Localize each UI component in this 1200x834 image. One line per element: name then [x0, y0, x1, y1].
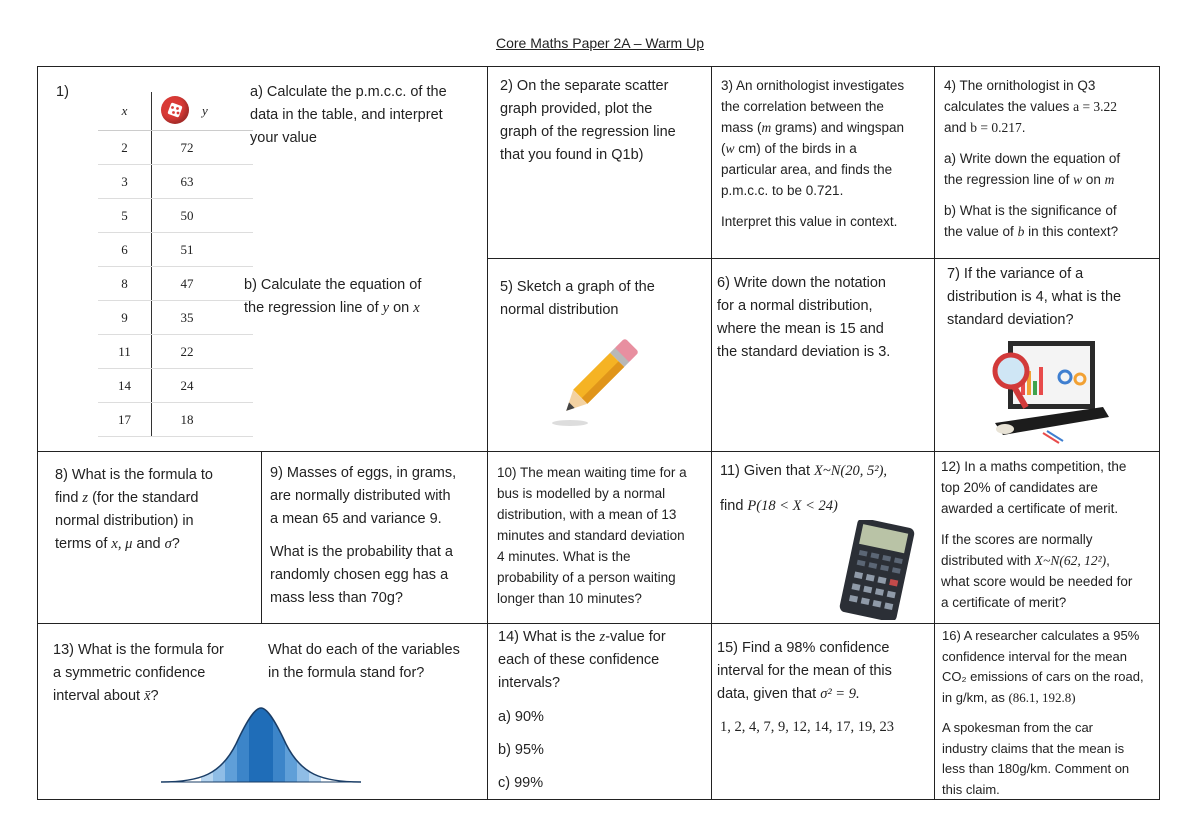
question-1	[38, 67, 488, 452]
question-2: 2) On the separate scatter graph provided, plot the graph of the regression line that you found in Q1b)	[488, 67, 712, 259]
page-title: Core Maths Paper 2A – Warm Up	[495, 35, 704, 51]
q1-part-a: a) Calculate the p.m.c.c. of the data in the table, and interpret your value	[250, 84, 447, 146]
question-4: 4) The ornithologist in Q3 calculates the values a = 3.22 and b = 0.217. a) Write down the equation of the regression line of w on m b) What is the significance of the value of b in this context?	[935, 67, 1159, 259]
table-header-row	[98, 92, 253, 131]
dice-icon	[161, 96, 189, 124]
data-table	[98, 92, 253, 437]
question-5: 5) Sketch a graph of the normal distribution	[488, 259, 712, 452]
question-10: 10) The mean waiting time for a bus is modelled by a normal distribution, with a mean of 13 minutes and standard deviation 4 minutes. What is the probability of a person waiting longer than 10 minutes?	[488, 452, 712, 624]
table-row: 11 22	[98, 335, 253, 369]
question-7: 7) If the variance of a distribution is 4, what is the standard deviation?	[935, 259, 1159, 452]
calculator-icon	[832, 520, 922, 620]
table-row: 2 72	[98, 131, 253, 165]
q1-number: 1)	[56, 84, 69, 100]
bell-curve-icon	[161, 704, 361, 784]
pencil-icon	[548, 329, 648, 429]
table-row: 6 51	[98, 233, 253, 267]
q1-part-b: b) Calculate the equation of the regression line of y on x	[244, 277, 422, 316]
question-12: 12) In a maths competition, the top 20% of candidates are awarded a certificate of merit. If the scores are normally distributed with X~N(62, 12²), what score would be needed for a certificate of merit?	[935, 452, 1159, 624]
table-row: 17 18	[98, 403, 253, 437]
table-row: 3 63	[98, 165, 253, 199]
question-6: 6) Write down the notation for a normal distribution, where the mean is 15 and the standard deviation is 3.	[712, 259, 935, 452]
table-row: 9 35	[98, 301, 253, 335]
table-row: 8 47	[98, 267, 253, 301]
y-header: y	[202, 103, 208, 118]
question-15: 15) Find a 98% confidence interval for the mean of this data, given that σ² = 9. 1, 2, 4, 7, 9, 12, 14, 17, 19, 23	[712, 624, 935, 799]
magnifier-laptop-icon	[983, 337, 1113, 449]
question-13: 13) What is the formula for a symmetric confidence interval about x̄? What do each of the variables in the formula stand for?	[38, 624, 488, 799]
question-9: 9) Masses of eggs, in grams, are normally distributed with a mean 65 and variance 9. What is the probability that a randomly chosen egg has a mass less than 70g?	[262, 452, 488, 624]
question-16: 16) A researcher calculates a 95% confidence interval for the mean CO₂ emissions of cars on the road, in g/km, as (86.1, 192.8) A spokesman from the car industry claims that the mean is less than 180g/km. Comment on this claim.	[942, 628, 1144, 797]
worksheet-grid	[37, 66, 1160, 800]
question-14: 14) What is the z-value for each of these confidence intervals? a) 90% b) 95% c) 99%	[488, 624, 712, 799]
table-row: 5 50	[98, 199, 253, 233]
question-3: 3) An ornithologist investigates the correlation between the mass (m grams) and wingspan (w cm) of the birds in a particular area, and finds the p.m.c.c. to be 0.721. Interpret this value in context.	[712, 67, 935, 259]
question-8: 8) What is the formula to find z (for the standard normal distribution) in terms of x, μ and σ?	[38, 452, 262, 624]
table-row: 14 24	[98, 369, 253, 403]
question-11: 11) Given that X~N(20, 5²), find P(18 < X < 24)	[712, 452, 935, 624]
x-header: x	[98, 92, 152, 130]
